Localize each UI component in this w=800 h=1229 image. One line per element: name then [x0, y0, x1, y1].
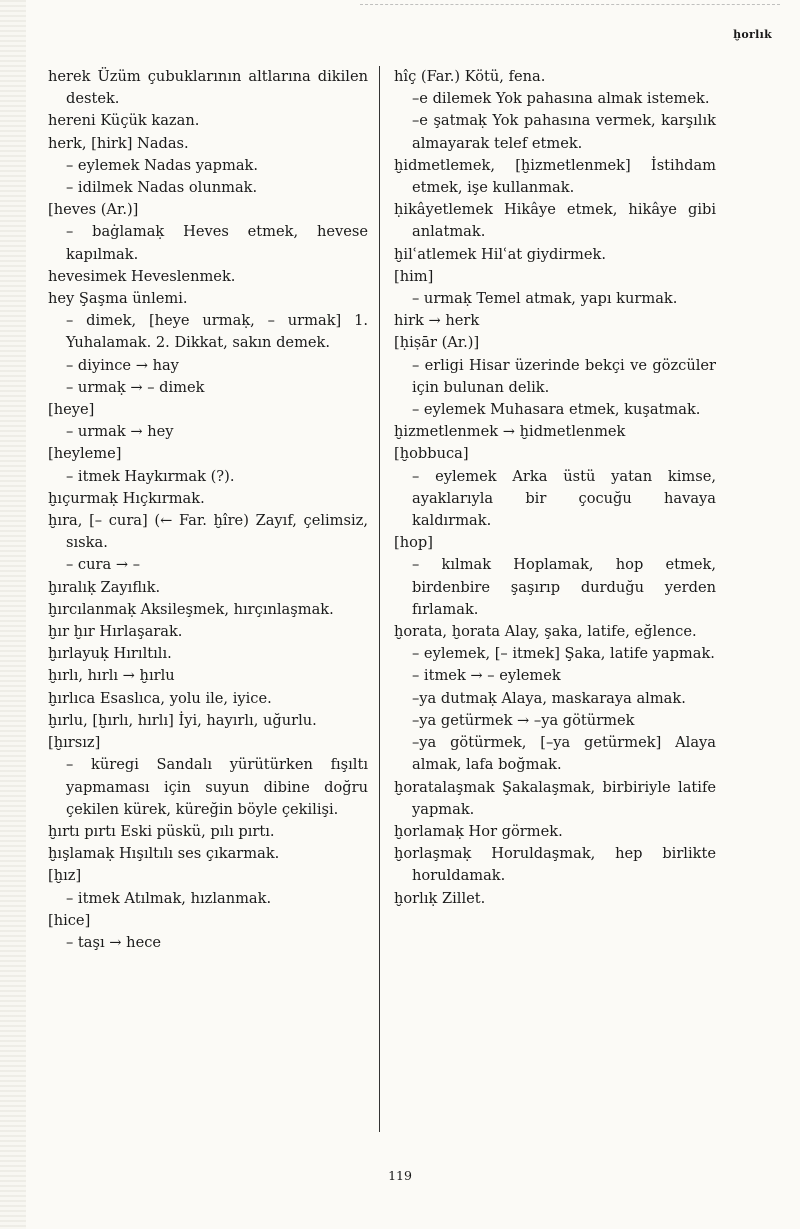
dictionary-subentry: – urmak → hey — [66, 423, 174, 441]
dictionary-subentry: – taşı → hece — [66, 933, 162, 951]
dictionary-subentry: – diyince → hay — [66, 356, 179, 374]
dictionary-entry: ḫırtı pırtı Eski püskü, pılı pırtı. — [48, 822, 275, 840]
top-scan-rule — [360, 4, 780, 5]
dictionary-entry: ḫorlıḳ Zillet. — [394, 889, 486, 907]
dictionary-subentry: –ya dutmaḳ Alaya, maskaraya almak. — [412, 689, 686, 707]
dictionary-subentry: – erligi Hisar üzerinde bekçi ve gözcüler için bulunan delik. — [412, 356, 716, 396]
dictionary-entry: [heves (Ar.)] — [48, 201, 139, 219]
dictionary-entry: [heyleme] — [48, 445, 122, 463]
dictionary-subentry: – eylemek Nadas yapmak. — [66, 156, 259, 174]
dictionary-entry: ḫorlamaḳ Hor görmek. — [394, 822, 563, 840]
dictionary-entry: ḫırlıca Esaslıca, yolu ile, iyice. — [48, 689, 272, 707]
dictionary-subentry: – dimek, [heye urmaḳ, – urmak] 1. Yuhalamak. 2. Dikkat, sakın demek. — [66, 312, 368, 352]
dictionary-entry: ḫizmetlenmek → ḫidmetlenmek — [394, 423, 626, 441]
dictionary-entry: ḫırcılanmaḳ Aksileşmek, hırçınlaşmak. — [48, 600, 334, 618]
dictionary-entry: [ḫobbuca] — [394, 445, 469, 463]
dictionary-subentry: – itmek Atılmak, hızlanmak. — [66, 889, 272, 907]
dictionary-entry: herk, [hirk] Nadas. — [48, 134, 189, 152]
dictionary-entry: ḫıra, [– cura] (← Far. ḫîre) Zayıf, çelimsiz, sıska. — [48, 512, 368, 552]
dictionary-entry: [heye] — [48, 401, 95, 419]
dictionary-subentry: – kılmak Hoplamak, hop etmek, birdenbire şaşırıp durduğu yerden fırlamak. — [412, 556, 716, 618]
dictionary-entry: [hop] — [394, 534, 433, 552]
dictionary-subentry: –ya getürmek → –ya götürmek — [412, 711, 635, 729]
dictionary-entry: ḫilʿatlemek Hilʿat giydirmek. — [394, 245, 606, 263]
dictionary-entry: ḫışlamaḳ Hışıltılı ses çıkarmak. — [48, 845, 280, 863]
page-number: 119 — [388, 1168, 412, 1183]
dictionary-entry: ḫorata, ḫorata Alay, şaka, latife, eğlence. — [394, 623, 697, 641]
column-divider — [379, 66, 380, 1132]
dictionary-entry: [ḥiṣār (Ar.)] — [394, 334, 480, 352]
dictionary-entry: [ḫız] — [48, 867, 82, 885]
dictionary-entry: ḫidmetlemek, [ḫizmetlenmek] İstihdam etmek, işe kullanmak. — [394, 156, 716, 197]
dictionary-subentry: – eylemek Arka üstü yatan kimse, ayaklarıyla bir çocuğu havaya kaldırmak. — [412, 467, 716, 530]
dictionary-entry: herek Üzüm çubuklarının altlarına dikilen destek. — [48, 68, 368, 108]
dictionary-subentry: – baġlamaḳ Heves etmek, hevese kapılmak. — [66, 223, 368, 263]
left-column — [48, 66, 368, 954]
dictionary-subentry: – idilmek Nadas olunmak. — [66, 179, 258, 197]
dictionary-entry: ḫorlaşmaḳ Horuldaşmak, hep birlikte horuldamak. — [394, 845, 716, 885]
running-head: ḫorlık — [733, 28, 772, 41]
dictionary-entry: hîç (Far.) Kötü, fena. — [394, 68, 546, 85]
dictionary-entry: [ḫırsız] — [48, 734, 101, 752]
dictionary-subentry: – urmaḳ Temel atmak, yapı kurmak. — [412, 290, 678, 308]
dictionary-subentry: –e şatmaḳ Yok pahasına vermek, karşılık almayarak telef etmek. — [412, 112, 716, 152]
dictionary-entry: [hice] — [48, 911, 91, 929]
right-column — [394, 66, 716, 910]
dictionary-subentry: – eylemek, [– itmek] Şaka, latife yapmak. — [412, 645, 715, 663]
dictionary-subentry: –ya götürmek, [–ya getürmek] Alaya almak, lafa boğmak. — [412, 734, 716, 774]
dictionary-subentry: – eylemek Muhasara etmek, kuşatmak. — [412, 401, 701, 419]
dictionary-subentry: –e dilemek Yok pahasına almak istemek. — [412, 90, 710, 108]
dictionary-entry: ḫırlu, [ḫırlı, hırlı] İyi, hayırlı, uğurlu. — [48, 711, 317, 729]
dictionary-entry: hevesimek Heveslenmek. — [48, 267, 236, 285]
dictionary-entry: ḫırlı, hırlı → ḫırlu — [48, 667, 175, 685]
dictionary-subentry: – itmek Haykırmak (?). — [66, 467, 235, 485]
dictionary-entry: [him] — [394, 267, 434, 285]
dictionary-subentry: – küregi Sandalı yürütürken fışıltı yapmaması için suyun dibine doğru çekilen kürek, küreğin böyle çekilişi. — [66, 756, 368, 818]
dictionary-entry: ḫır ḫır Hırlaşarak. — [48, 623, 183, 641]
dictionary-entry: ḥikâyetlemek Hikâye etmek, hikâye gibi anlatmak. — [394, 201, 716, 241]
dictionary-subentry: – cura → – — [66, 556, 140, 574]
dictionary-entry: ḫoratalaşmak Şakalaşmak, birbiriyle latife yapmak. — [394, 778, 716, 818]
dictionary-entry: ḫıralıḳ Zayıflık. — [48, 578, 161, 596]
dictionary-entry: hirk → herk — [394, 312, 480, 330]
dictionary-subentry: – urmaḳ → – dimek — [66, 378, 205, 396]
dictionary-entry: hereni Küçük kazan. — [48, 112, 200, 130]
dictionary-entry: ḫırlayuḳ Hırıltılı. — [48, 645, 172, 663]
dictionary-entry: hey Şaşma ünlemi. — [48, 290, 188, 308]
dictionary-subentry: – itmek → – eylemek — [412, 667, 561, 685]
scan-edge-texture — [0, 0, 26, 1229]
dictionary-entry: ḫıçurmaḳ Hıçkırmak. — [48, 489, 205, 507]
